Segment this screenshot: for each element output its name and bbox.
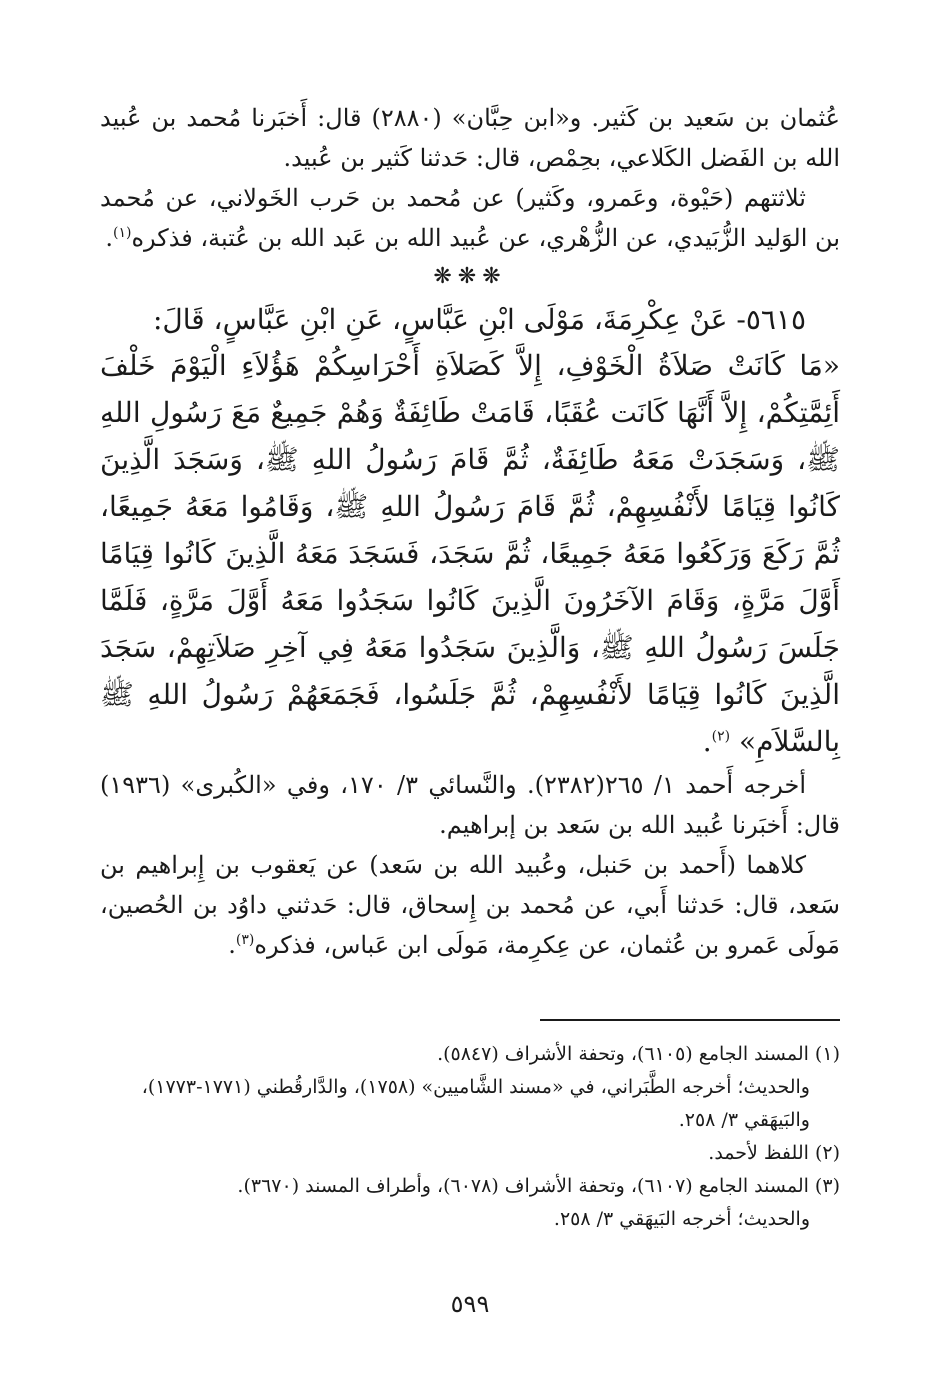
main-text [100, 98, 840, 965]
hadith-text-body: «مَا كَانَتْ صَلاَةُ الْخَوْفِ، إِلاَّ كَصَلاَةِ أَحْرَاسِكُمْ هَؤُلاَءِ الْيَوْمَ خَلْفَ أَئِمَّتِكُمْ، إِلاَّ أَنَّهَا كَانَت عُقَبًا، قَامَتْ طَائِفَةٌ وَهُمْ جَمِيعٌ مَعَ رَسُولِ اللهِ ﷺ، وَسَجَدَتْ مَعَهُ طَائِفَةٌ، ثُمَّ قَامَ رَسُولُ اللهِ ﷺ، وَسَجَدَ الَّذِينَ كَانُوا قِيَامًا لأَنْفُسِهِمْ، ثُمَّ قَامَ رَسُولُ اللهِ ﷺ، وَقَامُوا مَعَهُ جَمِيعًا، ثُمَّ رَكَعَ وَرَكَعُوا مَعَهُ جَمِيعًا، ثُمَّ سَجَدَ، فَسَجَدَ مَعَهُ الَّذِينَ كَانُوا قِيَامًا أَوَّلَ مَرَّةٍ، وَقَامَ الآخَرُونَ الَّذِينَ كَانُوا سَجَدُوا مَعَهُ أَوَّلَ مَرَّةٍ، فَلَمَّا جَلَسَ رَسُولُ اللهِ ﷺ، وَالَّذِينَ سَجَدُوا مَعَهُ فِي آخِرِ صَلاَتِهِمْ، سَجَدَ الَّذِينَ كَانُوا قِيَامًا لأَنْفُسِهِمْ، ثُمَّ جَلَسُوا، فَجَمَعَهُمْ رَسُولُ اللهِ ﷺ بِالسَّلاَمِ» [100, 349, 840, 758]
hadith-text [100, 342, 840, 765]
paragraph-2 [100, 178, 840, 258]
paragraph-4-end: . [228, 931, 236, 959]
paragraph-4-text: كلاهما (أَحمد بن حَنبل، وعُبيد الله بن سَعد) عن يَعقوب بن إِبراهيم بن سَعد، قال: حَدثنا أَبي، عن مُحمد بن إِسحاق، قال: حَدثني داوُد بن الحُصين، مَولَى عَمرو بن عُثمان، عن عِكرِمة، مَولَى ابن عَباس، فذكره [100, 851, 840, 959]
paragraph-4 [100, 845, 840, 965]
hadith-text-end: . [702, 725, 712, 758]
page-number: ٥٩٩ [450, 1290, 490, 1318]
footnote-line: (١) المسند الجامع (٦١٠٥)، وتحفة الأشراف (٥٨٤٧). [437, 1043, 840, 1065]
hadith-heading: ٥٦١٥- عَنْ عِكْرِمَةَ، مَوْلَى ابْنِ عَبَّاسٍ، عَنِ ابْنِ عَبَّاسٍ، قَالَ: [152, 303, 806, 336]
footnote-ref-1: (١) [112, 225, 132, 241]
footnote-divider [540, 1019, 840, 1021]
paragraph-3: أخرجه أَحمد ١/ ٢٦٥(٢٣٨٢). والنَّسائي ٣/ ١٧٠، وفي «الكُبرى» (١٩٣٦) قال: أَخبَرنا عُبيد الله بن سَعد بن إبراهيم. [100, 771, 840, 839]
paragraph-2-end: . [105, 224, 113, 252]
paragraph-1: عُثمان بن سَعيد بن كَثير. و«ابن حِبَّان» (٢٨٨٠) قال: أَخبَرنا مُحمد بن عُبيد الله بن الفَضل الكَلاعي، بحِمْص، قال: حَدثنا كَثير بن عُبيد. [100, 104, 841, 172]
footnote-line: (٢) اللفظ لأحمد. [708, 1142, 840, 1164]
footnote-ref-2: (٢) [711, 728, 731, 745]
footnote-ref-3: (٣) [235, 932, 255, 948]
footnote-line: (٣) المسند الجامع (٦١٠٧)، وتحفة الأشراف (٦٠٧٨)، وأطراف المسند (٣٦٧٠). [237, 1175, 840, 1197]
footnote-line: والحديث؛ أخرجه الطَّبَراني، في «مسند الشَّاميين» (١٧٥٨)، والدَّارقُطني (١٧٧١-١٧٧٣)، والبَيهَقي ٣/ ٢٥٨. [141, 1076, 810, 1131]
footnote-line: والحديث؛ أخرجه البَيهَقي ٣/ ٢٥٨. [553, 1208, 810, 1230]
paragraph-2-text: ثلاثتهم (حَيْوة، وعَمرو، وكَثير) عن مُحمد بن حَرب الخَولاني، عن مُحمد بن الوَليد الزُّبَيدي، عن الزُّهْري، عن عُبيد الله بن عَبد الله بن عُتبة، فذكره [100, 184, 840, 252]
footnotes [100, 1038, 840, 1236]
section-separator: ❋❋❋ [433, 264, 507, 289]
